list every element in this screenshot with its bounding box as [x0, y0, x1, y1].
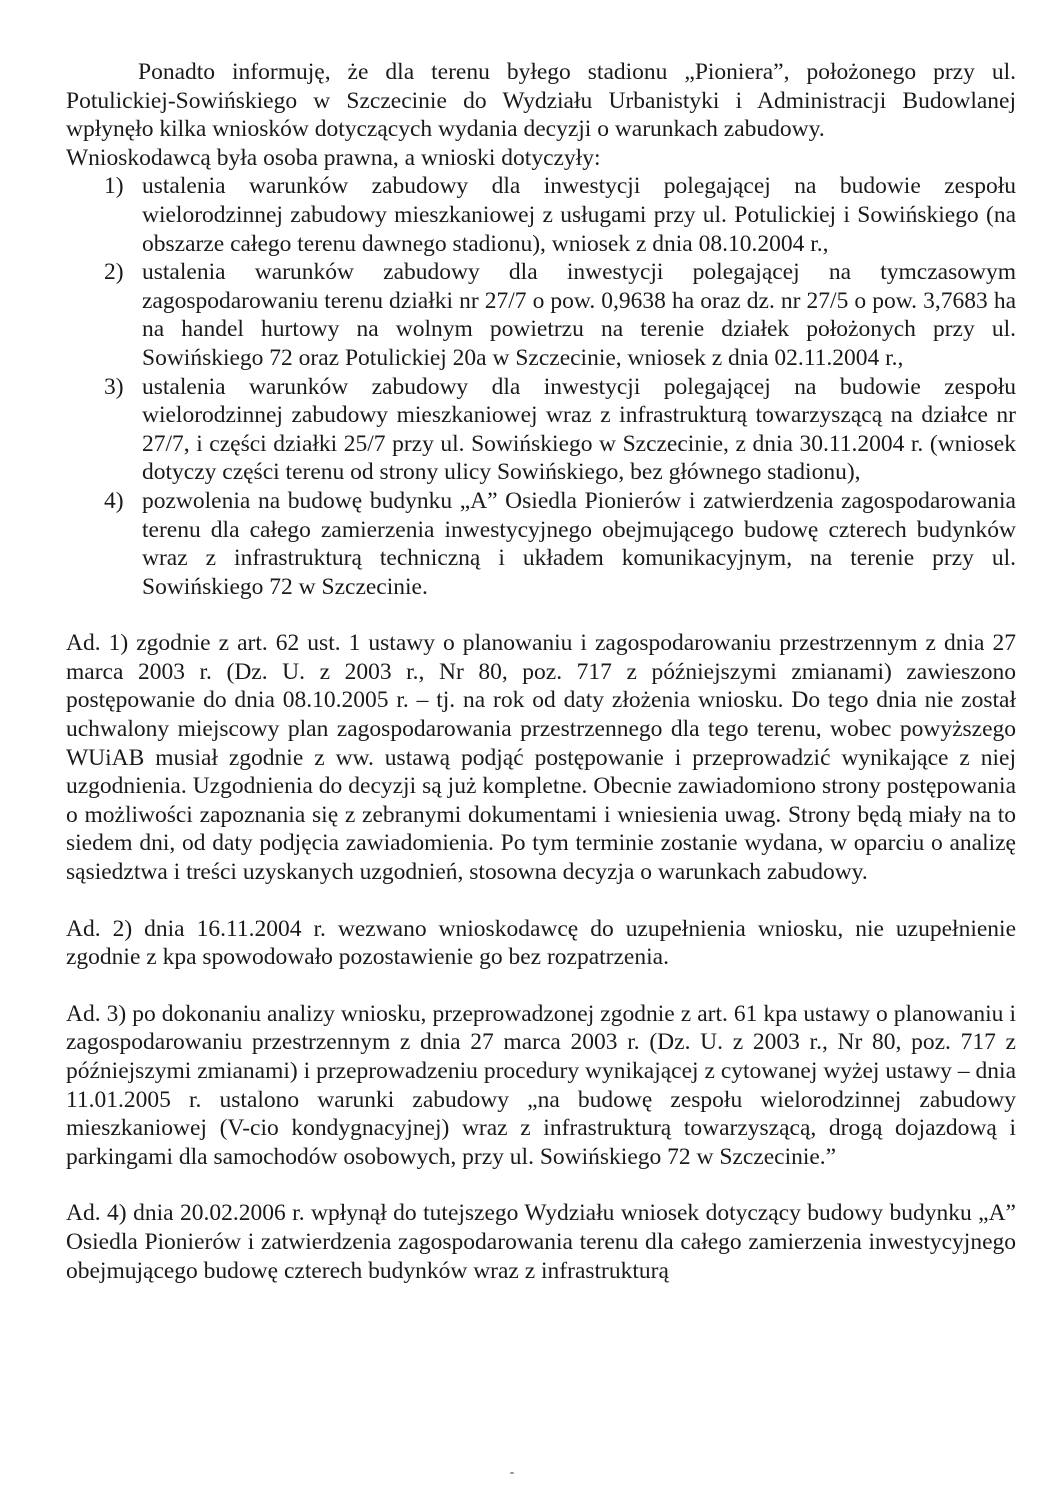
- ad2-paragraph: Ad. 2) dnia 16.11.2004 r. wezwano wnioskodawcę do uzupełnienia wniosku, nie uzupełnienie zgodnie z kpa spowodowało pozostawienie go bez rozpatrzenia.: [66, 915, 1016, 971]
- list-item-number: 4): [104, 487, 124, 514]
- list-item-number: 2): [104, 259, 124, 286]
- list-item-text: ustalenia warunków zabudowy dla inwestycji polegającej na budowie zespołu wielorodzinnej zabudowy mieszkaniowej z usługami przy ul. Potulickiej i Sowińskiego (na obszarze całego terenu dawnego stadionu), wniosek z dnia 08.10.2004 r.,: [142, 173, 1016, 257]
- ad3-paragraph: Ad. 3) po dokonaniu analizy wniosku, przeprowadzonej zgodnie z art. 61 kpa ustawy o planowaniu i zagospodarowaniu przestrzennym z dnia 27 marca 2003 r. (Dz. U. z 2003 r., Nr 80, poz. 717 z późniejszymi zmianami) i przeprowadzeniu procedury wynikającej z cytowanej wyżej ustawy – dnia 11.01.2005 r. ustalono warunki zabudowy „na budowę zespołu wielorodzinnej zabudowy mieszkaniowej (V-cio kondygnacyjnej) wraz z infrastrukturą towarzyszącą, drogą dojazdową i parkingami dla samochodów osobowych, przy ul. Sowińskiego 72 w Szczecinie.”: [66, 1000, 1016, 1170]
- document-page: [66, 58, 1016, 1285]
- intro-list-lead: Wnioskodawcą była osoba prawna, a wnioski dotyczyły:: [66, 144, 601, 171]
- paragraph-spacer: [66, 887, 1016, 915]
- paragraph-spacer: [66, 601, 1016, 629]
- list-item: [66, 487, 1016, 601]
- list-item: [66, 373, 1016, 487]
- ad1-paragraph: Ad. 1) zgodnie z art. 62 ust. 1 ustawy o planowaniu i zagospodarowaniu przestrzennym z dnia 27 marca 2003 r. (Dz. U. z 2003 r., Nr 80, poz. 717 z późniejszymi zmianami) zawieszono postępowanie do dnia 08.10.2005 r. – tj. na rok od daty złożenia wniosku. Do tego dnia nie został uchwalony miejscowy plan zagospodarowania przestrzennego dla tego terenu, wobec powyższego WUiAB musiał zgodnie z ww. ustawą podjąć postępowanie i przeprowadzić wynikające z niej uzgodnienia. Uzgodnienia do decyzji są już kompletne. Obecnie zawiadomiono strony postępowania o możliwości zapoznania się z zebranymi dokumentami i wniesienia uwag. Strony będą miały na to siedem dni, od daty podjęcia zawiadomienia. Po tym terminie zostanie wydana, w oparciu o analizę sąsiedztwa i treści uzyskanych uzgodnień, stosowna decyzja o warunkach zabudowy.: [66, 630, 1016, 886]
- scan-speck: [510, 1472, 514, 1474]
- ad4-paragraph: Ad. 4) dnia 20.02.2006 r. wpłynął do tutejszego Wydziału wniosek dotyczący budowy budynku „A” Osiedla Pionierów i zatwierdzenia zagospodarowania terenu dla całego zamierzenia inwestycyjnego obejmującego budowę czterech budynków wraz z infrastrukturą: [66, 1200, 1016, 1284]
- paragraph-spacer: [66, 1171, 1016, 1199]
- list-item-number: 1): [104, 173, 124, 200]
- list-item-number: 3): [104, 373, 124, 400]
- list-item: [66, 172, 1016, 258]
- list-item: [66, 258, 1016, 372]
- list-item-text: ustalenia warunków zabudowy dla inwestycji polegającej na tymczasowym zagospodarowaniu terenu działki nr 27/7 o pow. 0,9638 ha oraz dz. nr 27/5 o pow. 3,7683 ha na handel hurtowy na wolnym powietrzu na terenie działek położonych przy ul. Sowińskiego 72 oraz Potulickiej 20a w Szczecinie, wniosek z dnia 02.11.2004 r.,: [142, 259, 1016, 371]
- list-item-text: pozwolenia na budowę budynku „A” Osiedla Pionierów i zatwierdzenia zagospodarowania terenu dla całego zamierzenia inwestycyjnego obejmującego budowę czterech budynków wraz z infrastrukturą techniczną i układem komunikacyjnym, na terenie przy ul. Sowińskiego 72 w Szczecinie.: [142, 487, 1016, 600]
- list-item-text: ustalenia warunków zabudowy dla inwestycji polegającej na budowie zespołu wielorodzinnej zabudowy mieszkaniowej wraz z infrastrukturą towarzyszącą na działce nr 27/7, i części działki 25/7 przy ul. Sowińskiego w Szczecinie, z dnia 30.11.2004 r. (wniosek dotyczy części terenu od strony ulicy Sowińskiego, bez głównego stadionu),: [142, 373, 1016, 486]
- intro-paragraph: Ponadto informuję, że dla terenu byłego stadionu „Pioniera”, położonego przy ul. Potulickiej-Sowińskiego w Szczecinie do Wydziału Urbanistyki i Administracji Budowlanej wpłynęło kilka wniosków dotyczących wydania decyzji o warunkach zabudowy.: [66, 59, 1016, 143]
- paragraph-spacer: [66, 972, 1016, 1000]
- request-list: [66, 172, 1016, 601]
